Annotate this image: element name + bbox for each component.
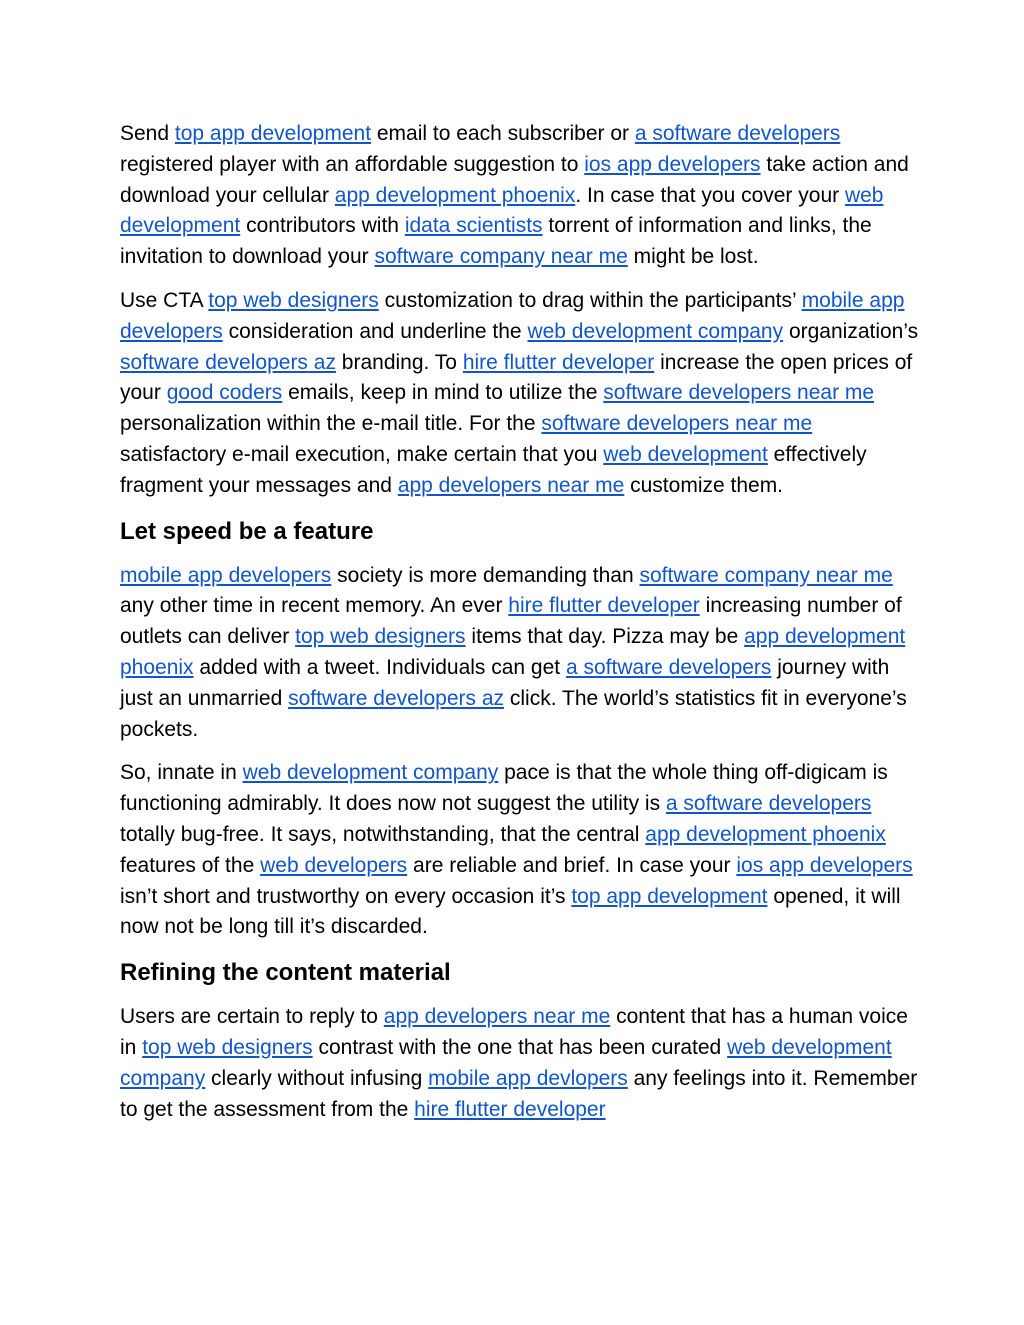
- inline-link[interactable]: web development: [120, 183, 884, 238]
- paragraph-text: increasing number of outlets can deliver: [120, 594, 902, 649]
- paragraph-text: might be lost.: [627, 245, 759, 269]
- inline-link[interactable]: software developers near me: [603, 381, 875, 405]
- inline-link[interactable]: top web designers: [208, 288, 379, 312]
- inline-link[interactable]: top app development: [571, 884, 768, 908]
- inline-link[interactable]: software developers az: [288, 686, 505, 710]
- paragraph-text: items that day. Pizza may be: [465, 625, 745, 649]
- inline-link[interactable]: software developers near me: [541, 412, 813, 436]
- inline-link[interactable]: web developers: [260, 853, 408, 877]
- body-paragraph: [120, 1002, 920, 1125]
- paragraph-text: isn’t short and trustworthy on every occasion it’s: [120, 884, 572, 908]
- paragraph-text: are reliable and brief. In case your: [407, 853, 737, 877]
- paragraph-text: totally bug-free. It says, notwithstanding, that the central: [120, 822, 646, 846]
- inline-link[interactable]: hire flutter developer: [414, 1097, 606, 1121]
- paragraph-text: contributors with: [240, 214, 405, 238]
- paragraph-text: click. The world’s statistics fit in everyone’s pockets.: [120, 686, 907, 741]
- paragraph-text: journey with just an unmarried: [120, 655, 890, 710]
- inline-link[interactable]: software developers az: [120, 350, 336, 374]
- paragraph-text: consideration and underline the: [222, 319, 528, 343]
- body-paragraph: [120, 286, 920, 502]
- paragraph-text: registered player with an affordable suggestion to: [120, 152, 585, 176]
- paragraph-text: clearly without infusing: [205, 1066, 429, 1090]
- inline-link[interactable]: web development company: [120, 1035, 892, 1090]
- paragraph-text: effectively fragment your messages and: [120, 442, 867, 497]
- paragraph-text: Use CTA: [120, 288, 209, 312]
- inline-link[interactable]: mobile app developers: [120, 563, 332, 587]
- paragraph-text: content that has a human voice in: [120, 1005, 908, 1059]
- inline-link[interactable]: web development company: [242, 761, 499, 785]
- inline-link[interactable]: top web designers: [295, 625, 466, 649]
- section-heading: Refining the content material: [120, 959, 451, 987]
- inline-link[interactable]: a software developers: [665, 792, 872, 816]
- inline-link[interactable]: app development phoenix: [120, 625, 906, 679]
- body-paragraph: [120, 119, 920, 273]
- paragraph-text: any feelings into it. Remember to get the assessment from the: [120, 1066, 918, 1121]
- inline-link[interactable]: ios app developers: [736, 853, 913, 877]
- inline-link[interactable]: ios app developers: [584, 152, 761, 176]
- paragraph-text: So, innate in: [120, 761, 243, 785]
- body-paragraph: [120, 758, 920, 943]
- paragraph-text: pace is that the whole thing off-digicam is functioning admirably. It does now not suggest the utility is: [120, 761, 888, 816]
- inline-link[interactable]: idata scientists: [404, 214, 543, 238]
- paragraph-text: Users are certain to reply to: [120, 1005, 384, 1029]
- inline-link[interactable]: web development company: [527, 319, 784, 343]
- paragraph-text: organization’s: [783, 319, 919, 343]
- paragraph-text: features of the: [120, 853, 261, 877]
- inline-link[interactable]: web development: [603, 442, 768, 466]
- paragraph-text: take action and download your cellular: [120, 152, 909, 207]
- inline-link[interactable]: a software developers: [565, 655, 772, 679]
- paragraph-text: opened, it will now not be long till it’s discarded.: [120, 884, 901, 939]
- paragraph-text: branding. To: [335, 350, 463, 374]
- paragraph-text: contrast with the one that has been curated: [312, 1035, 728, 1059]
- inline-link[interactable]: app developers near me: [383, 1005, 611, 1029]
- paragraph-text: personalization within the e-mail title. For the: [120, 412, 542, 436]
- paragraph-text: Send: [120, 122, 175, 145]
- paragraph-text: society is more demanding than: [331, 563, 640, 587]
- paragraph-text: added with a tweet. Individuals can get: [193, 655, 566, 679]
- inline-link[interactable]: top app development: [174, 122, 372, 145]
- inline-link[interactable]: mobile app devlopers: [428, 1066, 628, 1090]
- section-heading: Let speed be a feature: [120, 517, 374, 545]
- inline-link[interactable]: app development phoenix: [645, 822, 886, 846]
- inline-link[interactable]: software company near me: [639, 563, 893, 587]
- body-paragraph: [120, 561, 920, 746]
- paragraph-text: . In case that you cover your: [575, 183, 845, 207]
- inline-link[interactable]: app developers near me: [397, 473, 625, 497]
- paragraph-text: increase the open prices of your: [120, 350, 913, 405]
- paragraph-text: customization to drag within the participants’: [378, 288, 802, 312]
- paragraph-text: any other time in recent memory. An ever: [120, 594, 509, 618]
- inline-link[interactable]: hire flutter developer: [462, 350, 655, 374]
- inline-link[interactable]: a software developers: [634, 122, 841, 145]
- paragraph-text: torrent of information and links, the invitation to download your: [120, 214, 872, 269]
- inline-link[interactable]: top web designers: [142, 1035, 313, 1059]
- inline-link[interactable]: hire flutter developer: [508, 594, 700, 618]
- inline-link[interactable]: app development phoenix: [334, 183, 576, 207]
- inline-link[interactable]: good coders: [166, 381, 283, 405]
- inline-link[interactable]: software company near me: [374, 245, 628, 269]
- paragraph-text: customize them.: [624, 473, 784, 497]
- paragraph-text: email to each subscriber or: [371, 122, 635, 145]
- paragraph-text: emails, keep in mind to utilize the: [282, 381, 604, 405]
- paragraph-text: satisfactory e-mail execution, make certain that you: [120, 442, 604, 466]
- inline-link[interactable]: mobile app developers: [120, 288, 905, 343]
- document-page: [120, 119, 920, 1138]
